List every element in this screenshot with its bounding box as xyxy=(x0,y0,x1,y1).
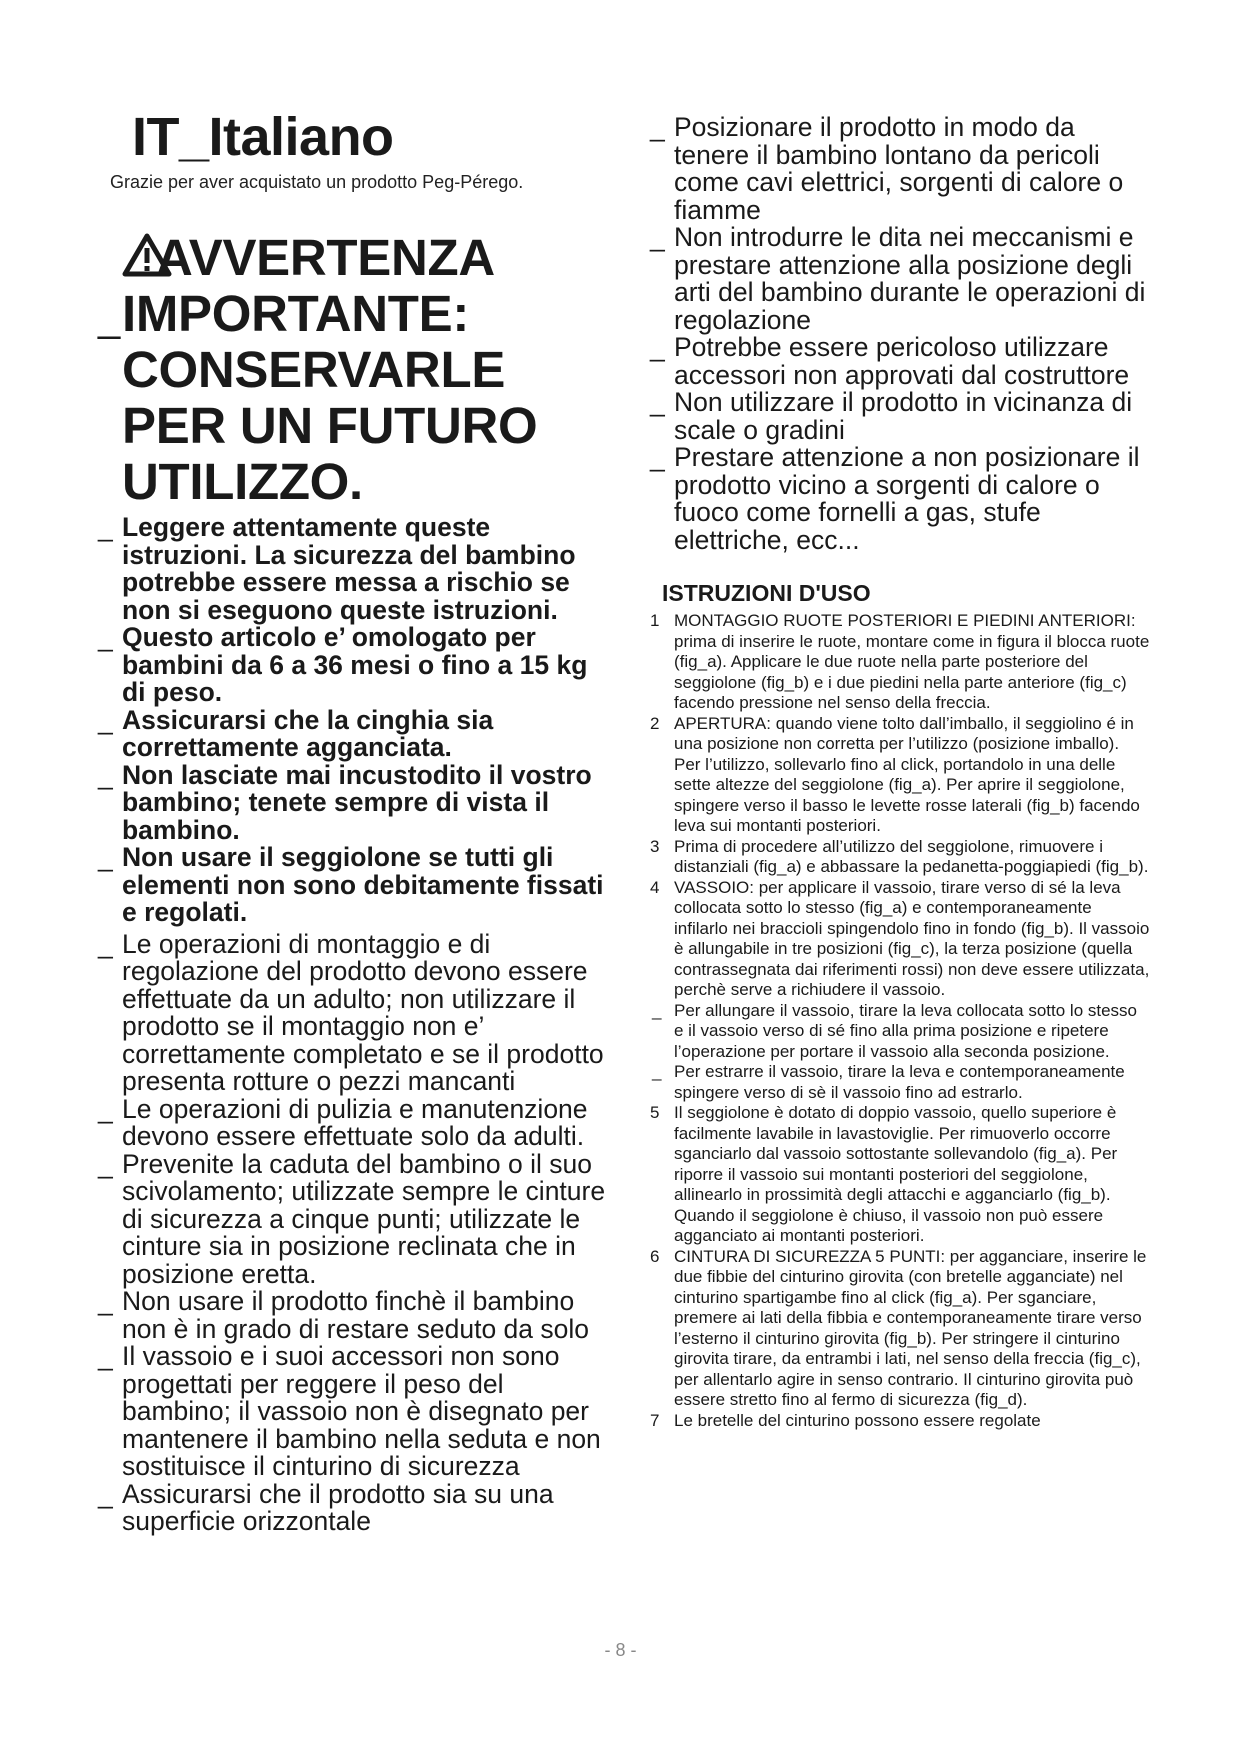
warning-line-4 xyxy=(98,398,618,454)
instruction-substep: _ Per estrarre il vassoio, tirare la leva e contemporaneamente spingere verso di sè il vassoio fino ad estrarlo. xyxy=(652,1062,1125,1102)
dash-marker: _ xyxy=(98,296,120,340)
instruction-step: 4 VASSOIO: per applicare il vassoio, tirare verso di sé la leva collocata sotto lo stesso (fig_a) e contemporaneamente infilarlo nei braccioli spingendolo fino in fondo (fig_b). Il vassoio è allungabile in tre posizioni (fig_c), la terza posizione (quella contrassegnata dai riferimenti rossi) non deve essere utilizzata, perchè serve a richiudere il vassoio. xyxy=(650,877,1150,999)
list-item: _ Non introdurre le dita nei meccanismi e prestare attenzione alla posizione degli arti del bambino durante le operazioni di regolazione xyxy=(650,222,1146,335)
list-item: _ Non utilizzare il prodotto in vicinanza di scale o gradini xyxy=(650,387,1133,445)
instruction-step: 2 APERTURA: quando viene tolto dall’imballo, il seggiolino é in una posizione non corretta per l’utilizzo (posizione imballo). Per l’utilizzo, sollevarlo fino al click, portandolo in una delle sette altezze del seggiolone (fig_a). Per aprire il seggiolone, spingere verso il basso le levette rosse laterali (fig_b) facendo leva sui montanti posteriori. xyxy=(650,713,1140,835)
instruction-step: 6 CINTURA DI SICUREZZA 5 PUNTI: per agganciare, inserire le due fibbie del cinturino girovita (con bretelle agganciate) nel cinturino spartigambe fino al click (fig_a). Per sganciare, premere ai lati della fibbia e contemporaneamente tirare verso l’esterno il cinturino girovita (fig_b). Per stringere il cinturino girovita tirare, da entrambi i lati, nel senso della freccia (fig_c), per allentarlo agire in senso contrario. Il cinturino girovita può essere stretto fino al fermo di sicurezza (fig_d). xyxy=(650,1246,1147,1409)
list-item: _ Prevenite la caduta del bambino o il suo scivolamento; utilizzate sempre le cinture di sicurezza a cinque punti; utilizzate le cinture sia in posizione reclinata che in posizione eretta. xyxy=(98,1148,606,1289)
regular-warning-list-right xyxy=(650,114,1150,554)
instruction-step: 1 MONTAGGIO RUOTE POSTERIORI E PIEDINI ANTERIORI: prima di inserire le ruote, montare come in figura il blocca ruote (fig_a). Applicare le due ruote nella parte posteriore del seggiolone (fig_b) e i due piedini nella parte anteriore (fig_c) facendo pressione nel senso della freccia. xyxy=(650,611,1150,712)
list-item: _ Non lasciate mai incustodito il vostro bambino; tenete sempre di vista il bambino. xyxy=(98,759,592,845)
language-title: IT_Italiano xyxy=(132,107,394,167)
list-item: _ Questo articolo e’ omologato per bambini da 6 a 36 mesi o fino a 15 kg di peso. xyxy=(98,622,588,707)
list-item: _ Assicurarsi che il prodotto sia su una superficie orizzontale xyxy=(98,1478,554,1536)
warning-line-2 xyxy=(98,286,618,342)
right-column xyxy=(650,110,1150,1431)
important-warning xyxy=(98,230,618,510)
warning-line-text: AVVERTENZA xyxy=(156,229,495,286)
warning-line-text: CONSERVARLE xyxy=(122,341,506,398)
warning-line-text: UTILIZZO. xyxy=(122,453,363,510)
instruction-step: 7 Le bretelle del cinturino possono essere regolate xyxy=(650,1410,1041,1430)
list-item: _ Leggere attentamente queste istruzioni. La sicurezza del bambino potrebbe essere messa a rischio se non si eseguono queste istruzioni. xyxy=(98,512,576,625)
warning-line-text: PER UN FUTURO xyxy=(122,397,538,454)
bold-warning-list xyxy=(98,514,618,927)
list-item: _ Il vassoio e i suoi accessori non sono progettati per reggere il peso del bambino; il vassoio non è disegnato per mantenere il bambino nella seduta e non sostituisce il cinturino di sicurezza xyxy=(98,1341,601,1481)
list-item: _ Non usare il prodotto finchè il bambino non è in grado di restare seduto da solo xyxy=(98,1286,590,1344)
list-item: _ Prestare attenzione a non posizionare il prodotto vicino a sorgenti di calore o fuoco come fornelli a gas, stufe elettriche, ecc... xyxy=(650,442,1140,555)
instruction-steps xyxy=(650,611,1150,1431)
left-column xyxy=(98,106,618,1536)
list-item: _ Non usare il seggiolone se tutti gli elementi non sono debitamente fissati e regolati. xyxy=(98,842,604,927)
list-item: _ Le operazioni di pulizia e manutenzione devono essere effettuate solo da adulti. xyxy=(98,1093,588,1151)
list-item: _ Assicurarsi che la cinghia sia correttamente agganciata. xyxy=(98,704,494,762)
list-item: _ Potrebbe essere pericoloso utilizzare accessori non approvati dal costruttore xyxy=(650,332,1130,390)
thanks-text: Grazie per aver acquistato un prodotto Peg-Pérego. xyxy=(110,172,524,192)
warning-line-3 xyxy=(98,342,618,398)
regular-warning-list-left xyxy=(98,928,618,1536)
warning-line-text: IMPORTANTE: xyxy=(122,285,470,342)
list-item: _ Le operazioni di montaggio e di regolazione del prodotto devono essere effettuate da un adulto; non utilizzare il prodotto se il montaggio non e’ correttamente completato e se il prodotto presenta rotture o pezzi mancanti xyxy=(98,928,604,1096)
instruction-substep: _ Per allungare il vassoio, tirare la leva collocata sotto lo stesso e il vassoio verso di sé fino alla prima posizione e ripetere l’operazione per portare il vassoio alla seconda posizione. xyxy=(652,1000,1138,1061)
warning-line-5 xyxy=(98,454,618,510)
instructions-heading: ISTRUZIONI D'USO xyxy=(662,580,871,606)
instruction-step: 5 Il seggiolone è dotato di doppio vassoio, quello superiore è facilmente lavabile in lavastoviglie. Per rimuoverlo occorre sganciarlo dal vassoio sottostante sollevandolo (fig_a). Per riporre il vassoio sui montanti posteriori del seggiolone, allinearlo in prossimità degli attacchi e agganciarlo (fig_b). Quando il seggiolone è chiuso, il vassoio non può essere agganciato ai montanti posteriori. xyxy=(650,1103,1118,1245)
list-item: _ Posizionare il prodotto in modo da tenere il bambino lontano da pericoli come cavi elettrici, sorgenti di calore o fiamme xyxy=(650,112,1124,225)
instruction-step: 3 Prima di procedere all’utilizzo del seggiolone, rimuovere i distanziali (fig_a) e abbassare la pedanetta-poggiapiedi (fig_b). xyxy=(650,836,1149,876)
warning-line-1 xyxy=(98,230,618,286)
page-number: - 8 - xyxy=(604,1640,637,1660)
